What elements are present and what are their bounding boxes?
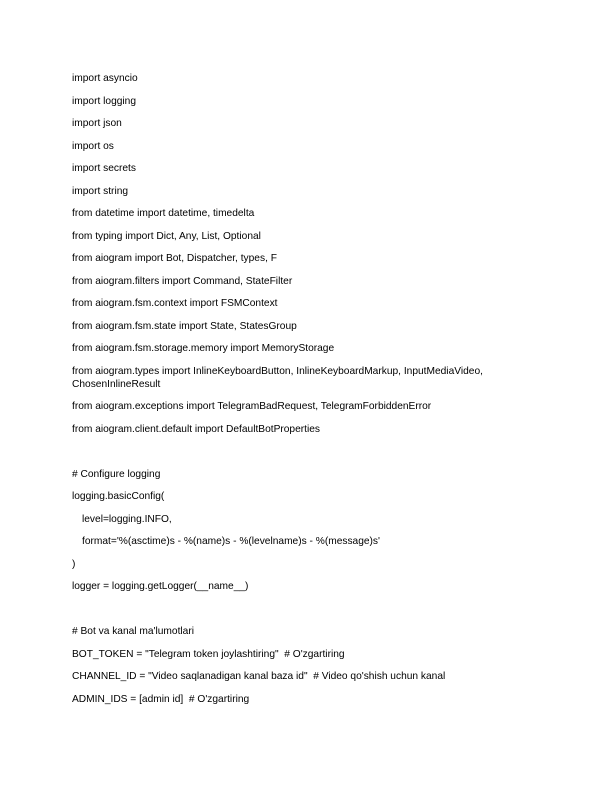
code-line: from aiogram.filters import Command, StateFilter <box>72 275 293 287</box>
code-line: # Bot va kanal ma'lumotlari <box>72 626 194 637</box>
code-line: logger = logging.getLogger(__name__) <box>72 581 249 592</box>
code-line: from aiogram.exceptions import TelegramBadRequest, TelegramForbiddenError <box>72 401 432 412</box>
code-line: BOT_TOKEN = "Telegram token joylashtiring" # O'zgartiring <box>72 648 345 660</box>
code-line: format='%(asctime)s - %(name)s - %(levelname)s - %(message)s' <box>82 536 380 547</box>
code-line: import string <box>72 185 129 197</box>
code-line: CHANNEL_ID = "Video saqlanadigan kanal baza id" # Video qo'shish uchun kanal <box>72 671 446 682</box>
code-line: import asyncio <box>72 73 138 84</box>
code-line: import json <box>72 118 122 129</box>
code-line: ) <box>72 558 76 570</box>
code-line: logging.basicConfig( <box>72 491 165 502</box>
code-line: from aiogram.fsm.storage.memory import MemoryStorage <box>72 343 335 354</box>
code-line: level=logging.INFO, <box>82 513 172 525</box>
code-line: from typing import Dict, Any, List, Optional <box>72 230 261 242</box>
code-line: import logging <box>72 95 136 107</box>
code-line: from aiogram.fsm.state import State, StatesGroup <box>72 320 297 332</box>
code-line: from datetime import datetime, timedelta <box>72 208 255 219</box>
blank-line <box>72 445 502 458</box>
code-line: ADMIN_IDS = [admin id] # O'zgartiring <box>72 693 250 705</box>
code-line: from aiogram import Bot, Dispatcher, types, F <box>72 253 277 264</box>
code-line: # Configure logging <box>72 468 161 480</box>
blank-line <box>72 603 502 616</box>
code-line: from aiogram.fsm.context import FSMContext <box>72 298 278 309</box>
code-text-block <box>72 72 502 715</box>
code-line: from aiogram.client.default import DefaultBotProperties <box>72 423 321 435</box>
code-line: import secrets <box>72 163 136 174</box>
code-line: import os <box>72 140 114 152</box>
code-line: from aiogram.types import InlineKeyboardButton, InlineKeyboardMarkup, InputMediaVideo, ChosenInlineResult <box>72 365 486 390</box>
